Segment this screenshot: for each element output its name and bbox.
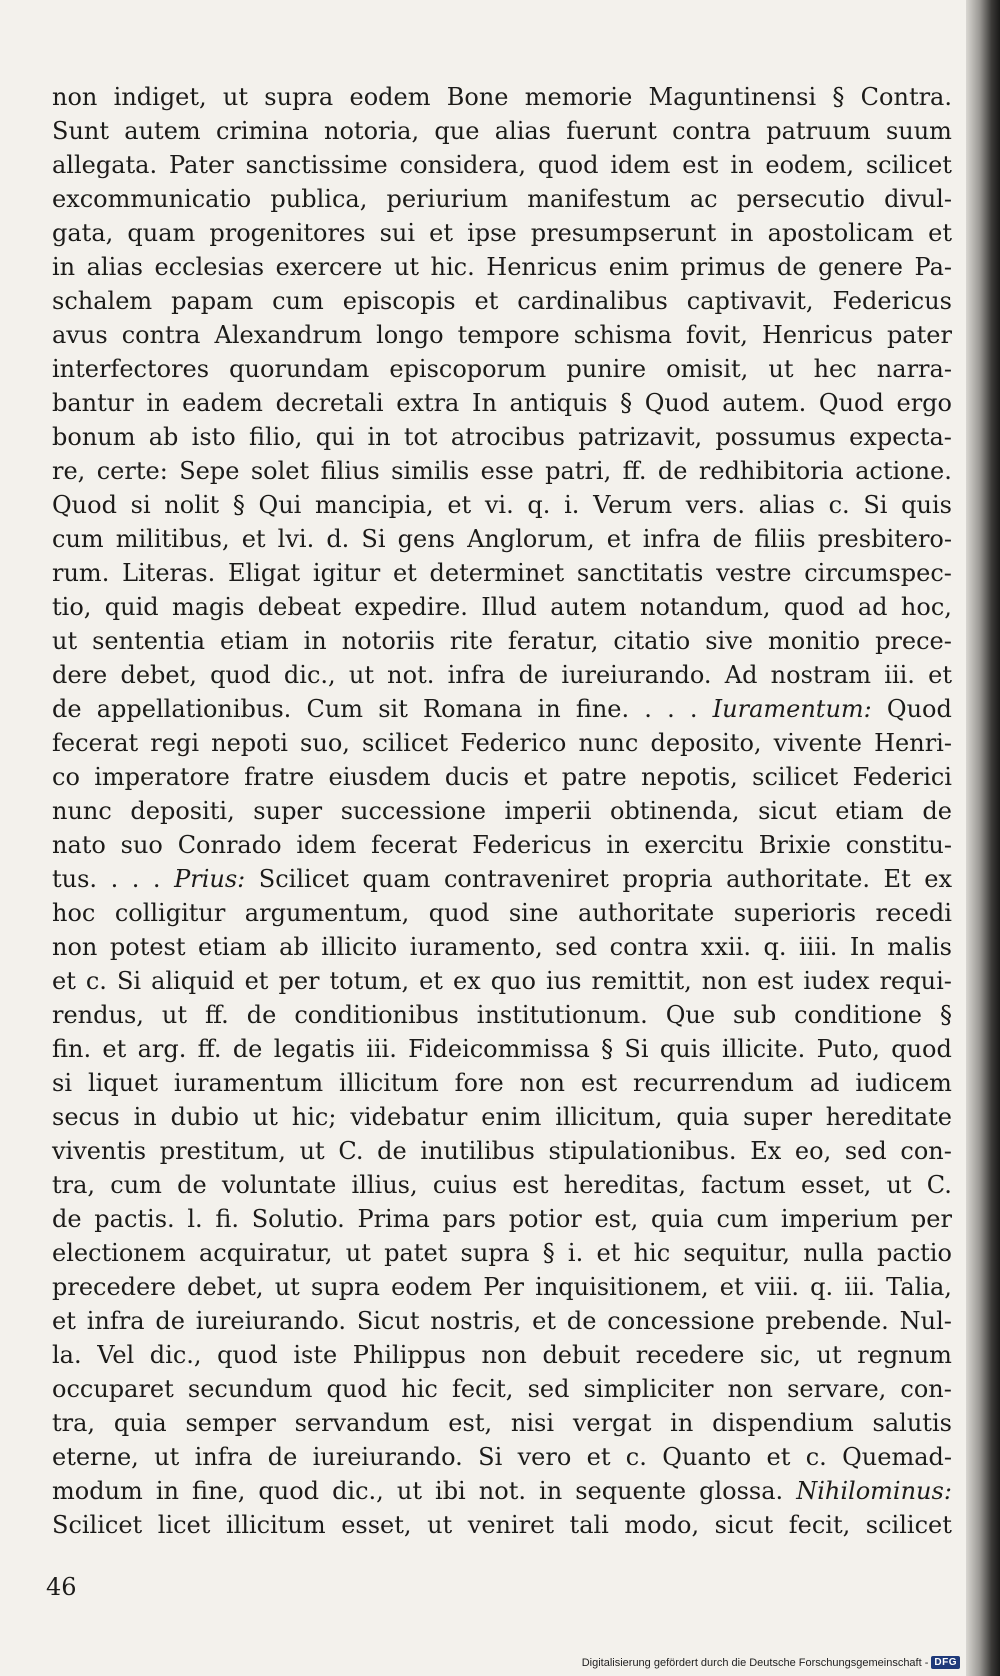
text-line: fecerat regi nepoti suo, scilicet Federico nunc deposito, vivente Henri- xyxy=(52,729,952,757)
text-line: secus in dubio ut hic; videbatur enim illicitum, quia super hereditate xyxy=(52,1103,952,1131)
text-line: non indiget, ut supra eodem Bone memorie Maguntinensi § Contra. xyxy=(52,83,952,111)
text-line: electionem acquiratur, ut patet supra § i. et hic sequitur, nulla pactio xyxy=(52,1239,952,1267)
text-line: re, certe: Sepe solet filius similis esse patri, ff. de redhibitoria actione. xyxy=(52,457,952,485)
text-line: et infra de iureiurando. Sicut nostris, et de concessione prebende. Nul- xyxy=(52,1307,952,1335)
text-line: rum. Literas. Eligat igitur et determinet sanctitatis vestre circumspec- xyxy=(52,559,952,587)
text-line: non potest etiam ab illicito iuramento, sed contra xxii. q. iiii. In malis xyxy=(52,933,952,961)
text-line: tus. . . . Prius: Scilicet quam contraveniret propria authoritate. Et ex xyxy=(52,865,952,893)
text-line: nunc depositi, super successione imperii obtinenda, sicut etiam de xyxy=(52,797,952,825)
text-line: si liquet iuramentum illicitum fore non est recurrendum ad iudicem xyxy=(52,1069,952,1097)
text-line: et c. Si aliquid et per totum, et ex quo ius remittit, non est iudex requi- xyxy=(52,967,952,995)
text-line: modum in fine, quod dic., ut ibi not. in sequente glossa. Nihilominus: xyxy=(52,1477,952,1505)
page-edge-shadow xyxy=(966,0,1000,1676)
text-line: eterne, ut infra de iureiurando. Si vero et c. Quanto et c. Quemad- xyxy=(52,1443,952,1471)
text-line: bantur in eadem decretali extra In antiquis § Quod autem. Quod ergo xyxy=(52,389,952,417)
text-line: tra, cum de voluntate illius, cuius est hereditas, factum esset, ut C. xyxy=(52,1171,952,1199)
text-line: tra, quia semper servandum est, nisi vergat in dispendium salutis xyxy=(52,1409,952,1437)
text-line: Sunt autem crimina notoria, que alias fuerunt contra patruum suum xyxy=(52,117,952,145)
text-line: schalem papam cum episcopis et cardinalibus captivavit, Federicus xyxy=(52,287,952,315)
text-line: co imperatore fratre eiusdem ducis et patre nepotis, scilicet Federici xyxy=(52,763,952,791)
text-line: precedere debet, ut supra eodem Per inquisitionem, et viii. q. iii. Talia, xyxy=(52,1273,952,1301)
dfg-logo: DFG xyxy=(931,1656,960,1669)
text-line: tio, quid magis debeat expedire. Illud autem notandum, quod ad hoc, xyxy=(52,593,952,621)
text-line: fin. et arg. ff. de legatis iii. Fideicommissa § Si quis illicite. Puto, quod xyxy=(52,1035,952,1063)
text-line: ut sententia etiam in notoriis rite feratur, citatio sive monitio prece- xyxy=(52,627,952,655)
text-line: Scilicet licet illicitum esset, ut veniret tali modo, sicut fecit, scilicet xyxy=(52,1511,952,1539)
text-line: dere debet, quod dic., ut not. infra de iureiurando. Ad nostram iii. et xyxy=(52,661,952,689)
text-line: Quod si nolit § Qui mancipia, et vi. q. i. Verum vers. alias c. Si quis xyxy=(52,491,952,519)
text-line: bonum ab isto filio, qui in tot atrocibus patrizavit, possumus expecta- xyxy=(52,423,952,451)
body-text xyxy=(52,80,952,1542)
text-line: gata, quam progenitores sui et ipse presumpserunt in apostolicam et xyxy=(52,219,952,247)
text-line: avus contra Alexandrum longo tempore schisma fovit, Henricus pater xyxy=(52,321,952,349)
text-line: la. Vel dic., quod iste Philippus non debuit recedere sic, ut regnum xyxy=(52,1341,952,1369)
text-line: allegata. Pater sanctissime considera, quod idem est in eodem, scilicet xyxy=(52,151,952,179)
text-line: excommunicatio publica, periurium manifestum ac persecutio divul- xyxy=(52,185,952,213)
text-line: occuparet secundum quod hic fecit, sed simpliciter non servare, con- xyxy=(52,1375,952,1403)
text-line: viventis prestitum, ut C. de inutilibus stipulationibus. Ex eo, sed con- xyxy=(52,1137,952,1165)
text-line: hoc colligitur argumentum, quod sine authoritate superioris recedi xyxy=(52,899,952,927)
text-line: de appellationibus. Cum sit Romana in fine. . . . Iuramentum: Quod xyxy=(52,695,952,723)
page-number: 46 xyxy=(46,1573,77,1601)
text-line: de pactis. l. fi. Solutio. Prima pars potior est, quia cum imperium per xyxy=(52,1205,952,1233)
text-line: cum militibus, et lvi. d. Si gens Anglorum, et infra de filiis presbitero- xyxy=(52,525,952,553)
footer-text: Digitalisierung gefördert durch die Deutsche Forschungsgemeinschaft - xyxy=(581,1656,929,1669)
text-line: in alias ecclesias exercere ut hic. Henricus enim primus de genere Pa- xyxy=(52,253,952,281)
text-line: nato suo Conrado idem fecerat Federicus in exercitu Brixie constitu- xyxy=(52,831,952,859)
digitization-footer xyxy=(582,1656,960,1669)
text-line: rendus, ut ff. de conditionibus institutionum. Que sub conditione § xyxy=(52,1001,952,1029)
text-line: interfectores quorundam episcoporum punire omisit, ut hec narra- xyxy=(52,355,952,383)
